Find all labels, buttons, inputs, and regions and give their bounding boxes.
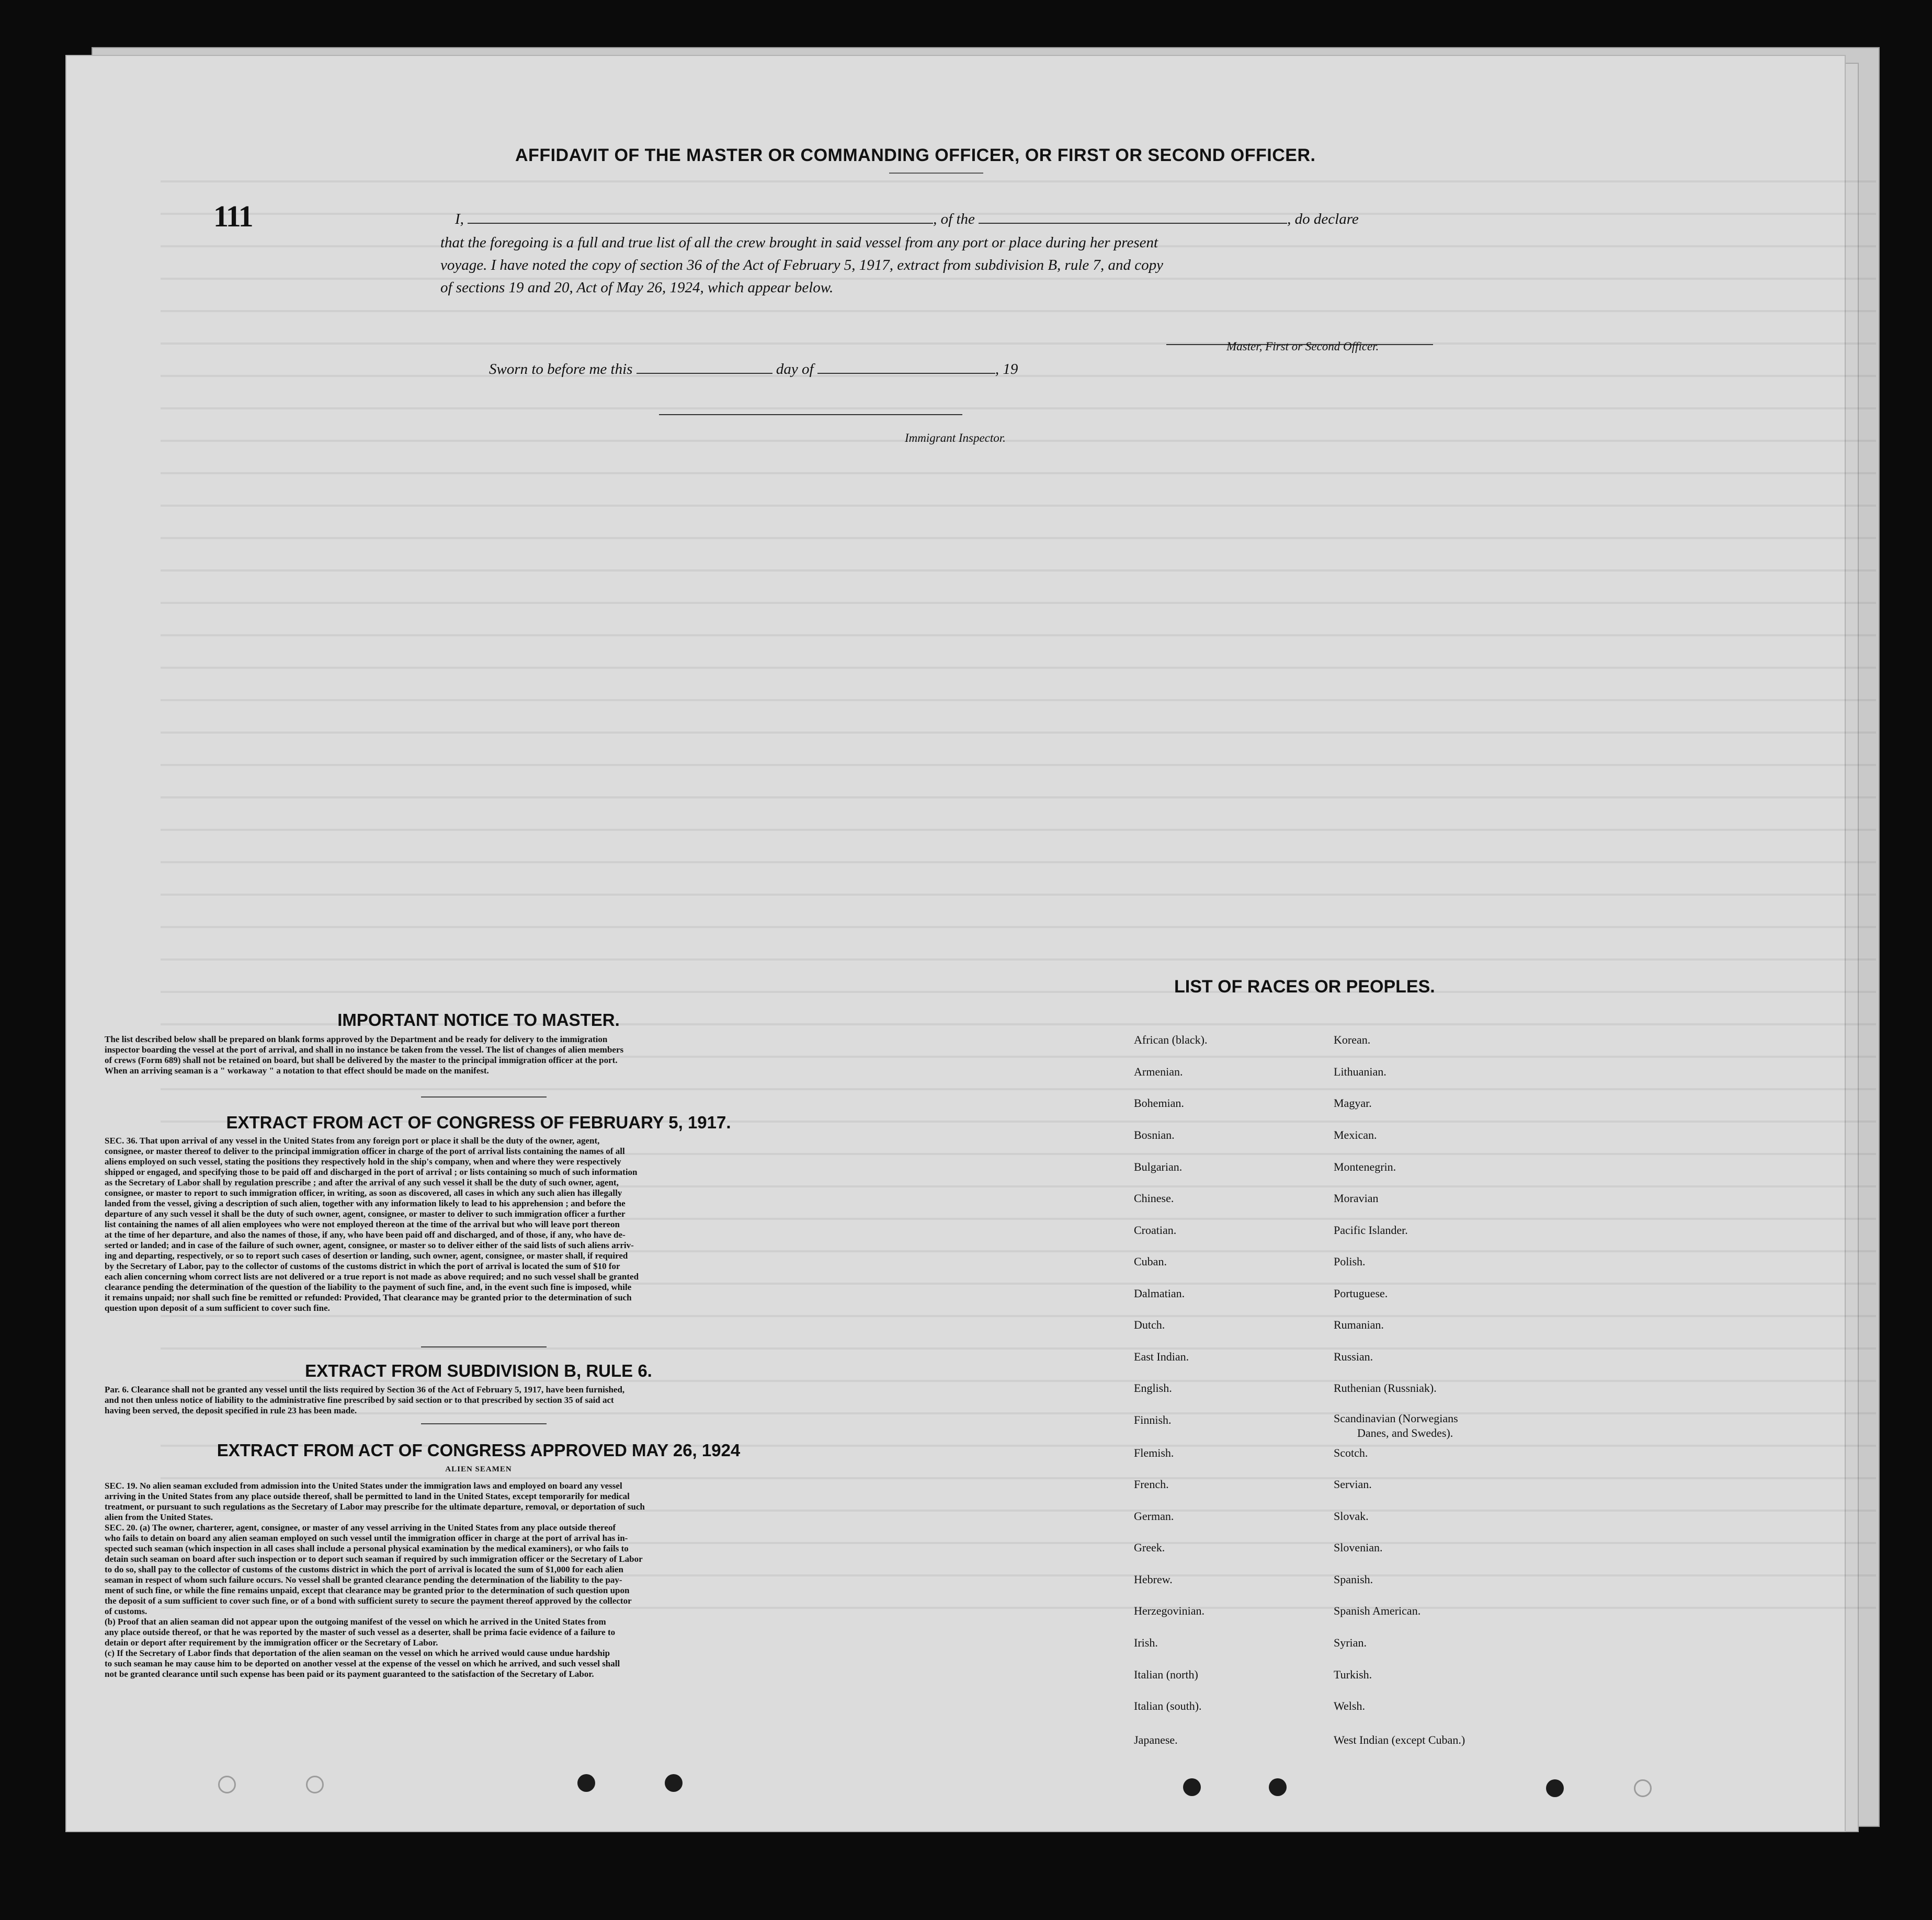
race-right: Portuguese.: [1334, 1287, 1388, 1300]
notice-line: of crews (Form 689) shall not be retained on board, but shall be delivered by the master to the principal immigration officer at the port.: [105, 1055, 618, 1065]
act-1917-line: shipped or engaged, and specifying those to be paid off and discharged in the port of arrival ; or lists containing so much of such information: [105, 1167, 638, 1177]
race-left: Dutch.: [1134, 1318, 1165, 1331]
act-1924-line: to such seaman he may cause him to be deported on another vessel at the expense of the vessel on which he arrived, and such vessel shall: [105, 1659, 620, 1668]
rule-6-body: [105, 1385, 879, 1416]
rule-6-title: EXTRACT FROM SUBDIVISION B, RULE 6.: [305, 1361, 652, 1380]
race-left: Dalmatian.: [1134, 1287, 1185, 1300]
binding-hole-icon: [306, 1776, 324, 1793]
race-left: Armenian.: [1134, 1065, 1183, 1078]
name-blank[interactable]: [468, 211, 933, 224]
act-1924-line: any place outside thereof, or that he was reported by the master of such vessel as a deserter, shall be prima facie evidence of a failure to: [105, 1627, 616, 1637]
act-1924-subtitle: ALIEN SEAMEN: [445, 1465, 512, 1473]
act-1917-line: landed from the vessel, giving a description of such alien, together with any information likely to lead to his apprehension ; and before the: [105, 1198, 626, 1208]
race-left: Irish.: [1134, 1636, 1158, 1649]
race-left: German.: [1134, 1510, 1174, 1523]
affidavit-line-3: voyage. I have noted the copy of section 36 of the Act of February 5, 1917, extract from subdivision B, rule 7, and copy: [440, 257, 1164, 273]
act-1917-line: question upon deposit of a sum sufficient to cover such fine.: [105, 1303, 330, 1313]
act-1924-line: alien from the United States.: [105, 1512, 213, 1522]
race-left: Chinese.: [1134, 1192, 1174, 1205]
binding-hole-icon: [1546, 1779, 1564, 1797]
race-right: Pacific Islander.: [1334, 1224, 1408, 1237]
race-left: East Indian.: [1134, 1350, 1189, 1363]
race-left: African (black).: [1134, 1033, 1208, 1046]
binding-hole-icon: [1269, 1778, 1287, 1796]
race-right: Spanish American.: [1334, 1604, 1421, 1617]
affidavit-line-4: of sections 19 and 20, Act of May 26, 1924, which appear below.: [440, 279, 834, 296]
notice-body: [105, 1034, 879, 1076]
act-1924-line: of customs.: [105, 1606, 147, 1616]
act-1924-line: (c) If the Secretary of Labor finds that deportation of the alien seaman on the vessel on which he arrived would cause undue hardship: [105, 1648, 610, 1658]
affidavit-line-2: that the foregoing is a full and true list of all the crew brought in said vessel from any port or place during her present: [440, 234, 1158, 251]
race-right: Montenegrin.: [1334, 1160, 1396, 1173]
inspector-label: Immigrant Inspector.: [905, 431, 1006, 444]
act-1917-line: serted or landed; and in case of the failure of such owner, agent, consignee, or master so to deliver either of the said lists of such aliens arriv-: [105, 1240, 634, 1250]
section-divider: [421, 1346, 547, 1347]
race-right: Spanish.: [1334, 1573, 1373, 1586]
act-1924-line: who fails to detain on board any alien seaman employed on such vessel until the immigration officer in charge at the port of arrival has in-: [105, 1533, 628, 1543]
month-blank[interactable]: [817, 361, 995, 374]
race-right: Moravian: [1334, 1192, 1379, 1205]
act-1917-line: consignee, or master thereof to deliver to the principal immigration officer in charge of the port of arrival lists containing the names of all: [105, 1146, 625, 1156]
act-1924-line: arriving in the United States from any place outside thereof, shall be permitted to land in the United States, except temporarily for medical: [105, 1491, 630, 1501]
act-1917-title: EXTRACT FROM ACT OF CONGRESS OF FEBRUARY 5, 1917.: [226, 1113, 731, 1132]
race-right: Syrian.: [1334, 1636, 1367, 1649]
race-left: Italian (north): [1134, 1668, 1198, 1681]
race-right: Slovak.: [1334, 1510, 1369, 1523]
act-1924-line: SEC. 20. (a) The owner, charterer, agent, consignee, or master of any vessel arriving in the United States from any place outside thereof: [105, 1523, 616, 1533]
notice-line: inspector boarding the vessel at the port of arrival, and shall in no instance be taken from the vessel. The list of changes of alien members: [105, 1045, 624, 1055]
affidavit-do-declare: , do declare: [1287, 211, 1359, 227]
vessel-blank[interactable]: [979, 211, 1287, 224]
act-1924-line: detain or deport after requirement by the immigration officer or the Secretary of Labor.: [105, 1638, 438, 1648]
notice-line: When an arriving seaman is a " workaway " a notation to that effect should be made on the manifest.: [105, 1066, 489, 1076]
race-right: Korean.: [1334, 1033, 1371, 1046]
race-left: Japanese.: [1134, 1733, 1178, 1746]
race-right: Scotch.: [1334, 1446, 1368, 1459]
binding-hole-icon: [577, 1774, 595, 1792]
day-of-label: day of: [776, 361, 814, 378]
title-divider: [889, 173, 983, 174]
act-1924-line: detain such seaman on board after such inspection or to deport such seaman if required by such immigration officer or the Secretary of Labor: [105, 1554, 643, 1564]
margin-note: 111: [213, 199, 253, 233]
act-1924-line: not be granted clearance until such expense has been paid or its payment guaranteed to the satisfaction of the Secretary of Labor.: [105, 1669, 594, 1679]
race-left: Cuban.: [1134, 1255, 1167, 1268]
rule-6-line: Par. 6. Clearance shall not be granted any vessel until the lists required by Section 36 of the Act of February 5, 1917, have been furnished,: [105, 1385, 625, 1395]
race-right: Slovenian.: [1334, 1541, 1383, 1554]
race-left: Greek.: [1134, 1541, 1165, 1554]
race-right: West Indian (except Cuban.): [1334, 1733, 1465, 1746]
affidavit-i: I,: [455, 211, 464, 227]
act-1917-line: as the Secretary of Labor shall by regulation prescribe ; and after the arrival of any such vessel it shall be the duty of such owner, agent,: [105, 1178, 619, 1187]
act-1924-line: seaman in respect of whom such failure occurs. No vessel shall be granted clearance pending the determination of the liability to the pay-: [105, 1575, 622, 1585]
race-left: Herzegovinian.: [1134, 1604, 1204, 1617]
sworn-label: Sworn to before me this: [489, 361, 633, 378]
binding-hole-icon: [1183, 1778, 1201, 1796]
act-1917-line: SEC. 36. That upon arrival of any vessel in the United States from any foreign port or place it shall be the duty of the owner, agent,: [105, 1136, 600, 1146]
act-1924-title: EXTRACT FROM ACT OF CONGRESS APPROVED MAY 26, 1924: [217, 1441, 741, 1460]
act-1917-line: it remains unpaid; nor shall such fine be remitted or refunded: Provided, That clearance may be granted prior to the determination of such: [105, 1293, 632, 1302]
race-left: French.: [1134, 1478, 1169, 1491]
sworn-line: [489, 361, 1018, 378]
act-1917-line: at the time of her departure, and also the names of those, if any, who have been paid off and discharged, and of those, if any, who have de-: [105, 1230, 626, 1240]
act-1917-line: each alien concerning whom correct lists are not delivered or a true report is not made as above required; and no such vessel shall be granted: [105, 1272, 639, 1282]
notice-title: IMPORTANT NOTICE TO MASTER.: [337, 1010, 620, 1030]
race-right: Turkish.: [1334, 1668, 1372, 1681]
binding-hole-icon: [218, 1776, 236, 1793]
race-left: Finnish.: [1134, 1413, 1172, 1426]
day-blank[interactable]: [637, 361, 772, 374]
affidavit-of-the: , of the: [933, 211, 975, 227]
act-1917-line: aliens employed on such vessel, stating the positions they respectively hold in the ship's company, when and where they were respectively: [105, 1157, 621, 1167]
race-left: Italian (south).: [1134, 1699, 1202, 1712]
master-signature-label: Master, First or Second Officer.: [1226, 340, 1379, 353]
act-1924-line: treatment, or pursuant to such regulations as the Secretary of Labor may prescribe for the ultimate departure, removal, or deportation of such: [105, 1502, 645, 1512]
race-right: Lithuanian.: [1334, 1065, 1387, 1078]
affidavit-line-1: [455, 211, 1454, 228]
act-1917-line: by the Secretary of Labor, pay to the collector of customs of the customs district in which the port of arrival is located the sum of $10 for: [105, 1261, 620, 1271]
act-1924-line: SEC. 19. No alien seaman excluded from admission into the United States under the immigration laws and employed on board any vessel: [105, 1481, 622, 1491]
act-1917-line: list containing the names of all alien employees who were not employed thereon at the time of the arrival but who will leave port thereon: [105, 1219, 620, 1229]
race-left: Hebrew.: [1134, 1573, 1173, 1586]
race-right: Mexican.: [1334, 1128, 1377, 1141]
section-divider: [421, 1096, 547, 1098]
affidavit-title: AFFIDAVIT OF THE MASTER OR COMMANDING OFFICER, OR FIRST OR SECOND OFFICER.: [515, 145, 1316, 165]
notice-line: The list described below shall be prepared on blank forms approved by the Department and be ready for delivery to the immigration: [105, 1034, 608, 1044]
race-right: Servian.: [1334, 1478, 1372, 1491]
section-divider: [421, 1423, 547, 1424]
race-right: Rumanian.: [1334, 1318, 1384, 1331]
binding-hole-icon: [1634, 1779, 1652, 1797]
act-1924-line: to do so, shall pay to the collector of customs of the customs district in which the port of arrival is located the sum of $1,000 for each alien: [105, 1564, 623, 1574]
race-right: Scandinavian (Norwegians: [1334, 1412, 1458, 1425]
act-1917-body: [105, 1136, 879, 1313]
race-right: Magyar.: [1334, 1096, 1372, 1110]
races-title: LIST OF RACES OR PEOPLES.: [1174, 977, 1435, 997]
race-left: Bosnian.: [1134, 1128, 1175, 1141]
race-right: Ruthenian (Russniak).: [1334, 1381, 1437, 1395]
rule-6-line: having been served, the deposit specified in rule 23 has been made.: [105, 1405, 357, 1415]
act-1924-line: the deposit of a sum sufficient to cover such fine, or of a bond with sufficient surety to secure the payment thereof approved by the collector: [105, 1596, 632, 1606]
act-1924-line: ment of such fine, or while the fine remains unpaid, except that clearance may be granted prior to the determination of such question upon: [105, 1585, 630, 1595]
act-1917-line: departure of any such vessel it shall be the duty of such owner, agent, consignee, or master to deliver to such immigration officer a further: [105, 1209, 626, 1219]
act-1924-body: [105, 1481, 879, 1679]
race-left: Croatian.: [1134, 1224, 1177, 1237]
race-right: Polish.: [1334, 1255, 1366, 1268]
act-1924-line: spected such seaman (which inspection in all cases shall include a personal physical examination by the medical examiners), or who fails to: [105, 1544, 629, 1553]
year-prefix: , 19: [995, 361, 1018, 378]
race-left: Bohemian.: [1134, 1096, 1184, 1110]
race-left: Bulgarian.: [1134, 1160, 1183, 1173]
race-right: Russian.: [1334, 1350, 1373, 1363]
race-right-continued: Danes, and Swedes).: [1357, 1426, 1453, 1439]
rule-6-line: and not then unless notice of liability to the administrative fine prescribed by said section or to that prescribed by section 35 of said act: [105, 1395, 614, 1405]
act-1924-line: (b) Proof that an alien seaman did not appear upon the outgoing manifest of the vessel on which he arrived in the United States from: [105, 1617, 606, 1627]
binding-hole-icon: [665, 1774, 683, 1792]
race-left: English.: [1134, 1381, 1172, 1395]
race-right: Welsh.: [1334, 1699, 1365, 1712]
race-left: Flemish.: [1134, 1446, 1174, 1459]
act-1917-line: clearance pending the determination of the question of the liability to the payment of such fine, and, in the event such fine is imposed, while: [105, 1282, 632, 1292]
act-1917-line: consignee, or master to report to such immigration officer, in writing, as soon as discovered, all cases in which any such alien has illegally: [105, 1188, 622, 1198]
inspector-signature-blank[interactable]: [659, 403, 962, 415]
act-1917-line: ing and departing, respectively, or so to report such cases of desertion or landing, such owner, agent, consignee, or master shall, if required: [105, 1251, 628, 1261]
